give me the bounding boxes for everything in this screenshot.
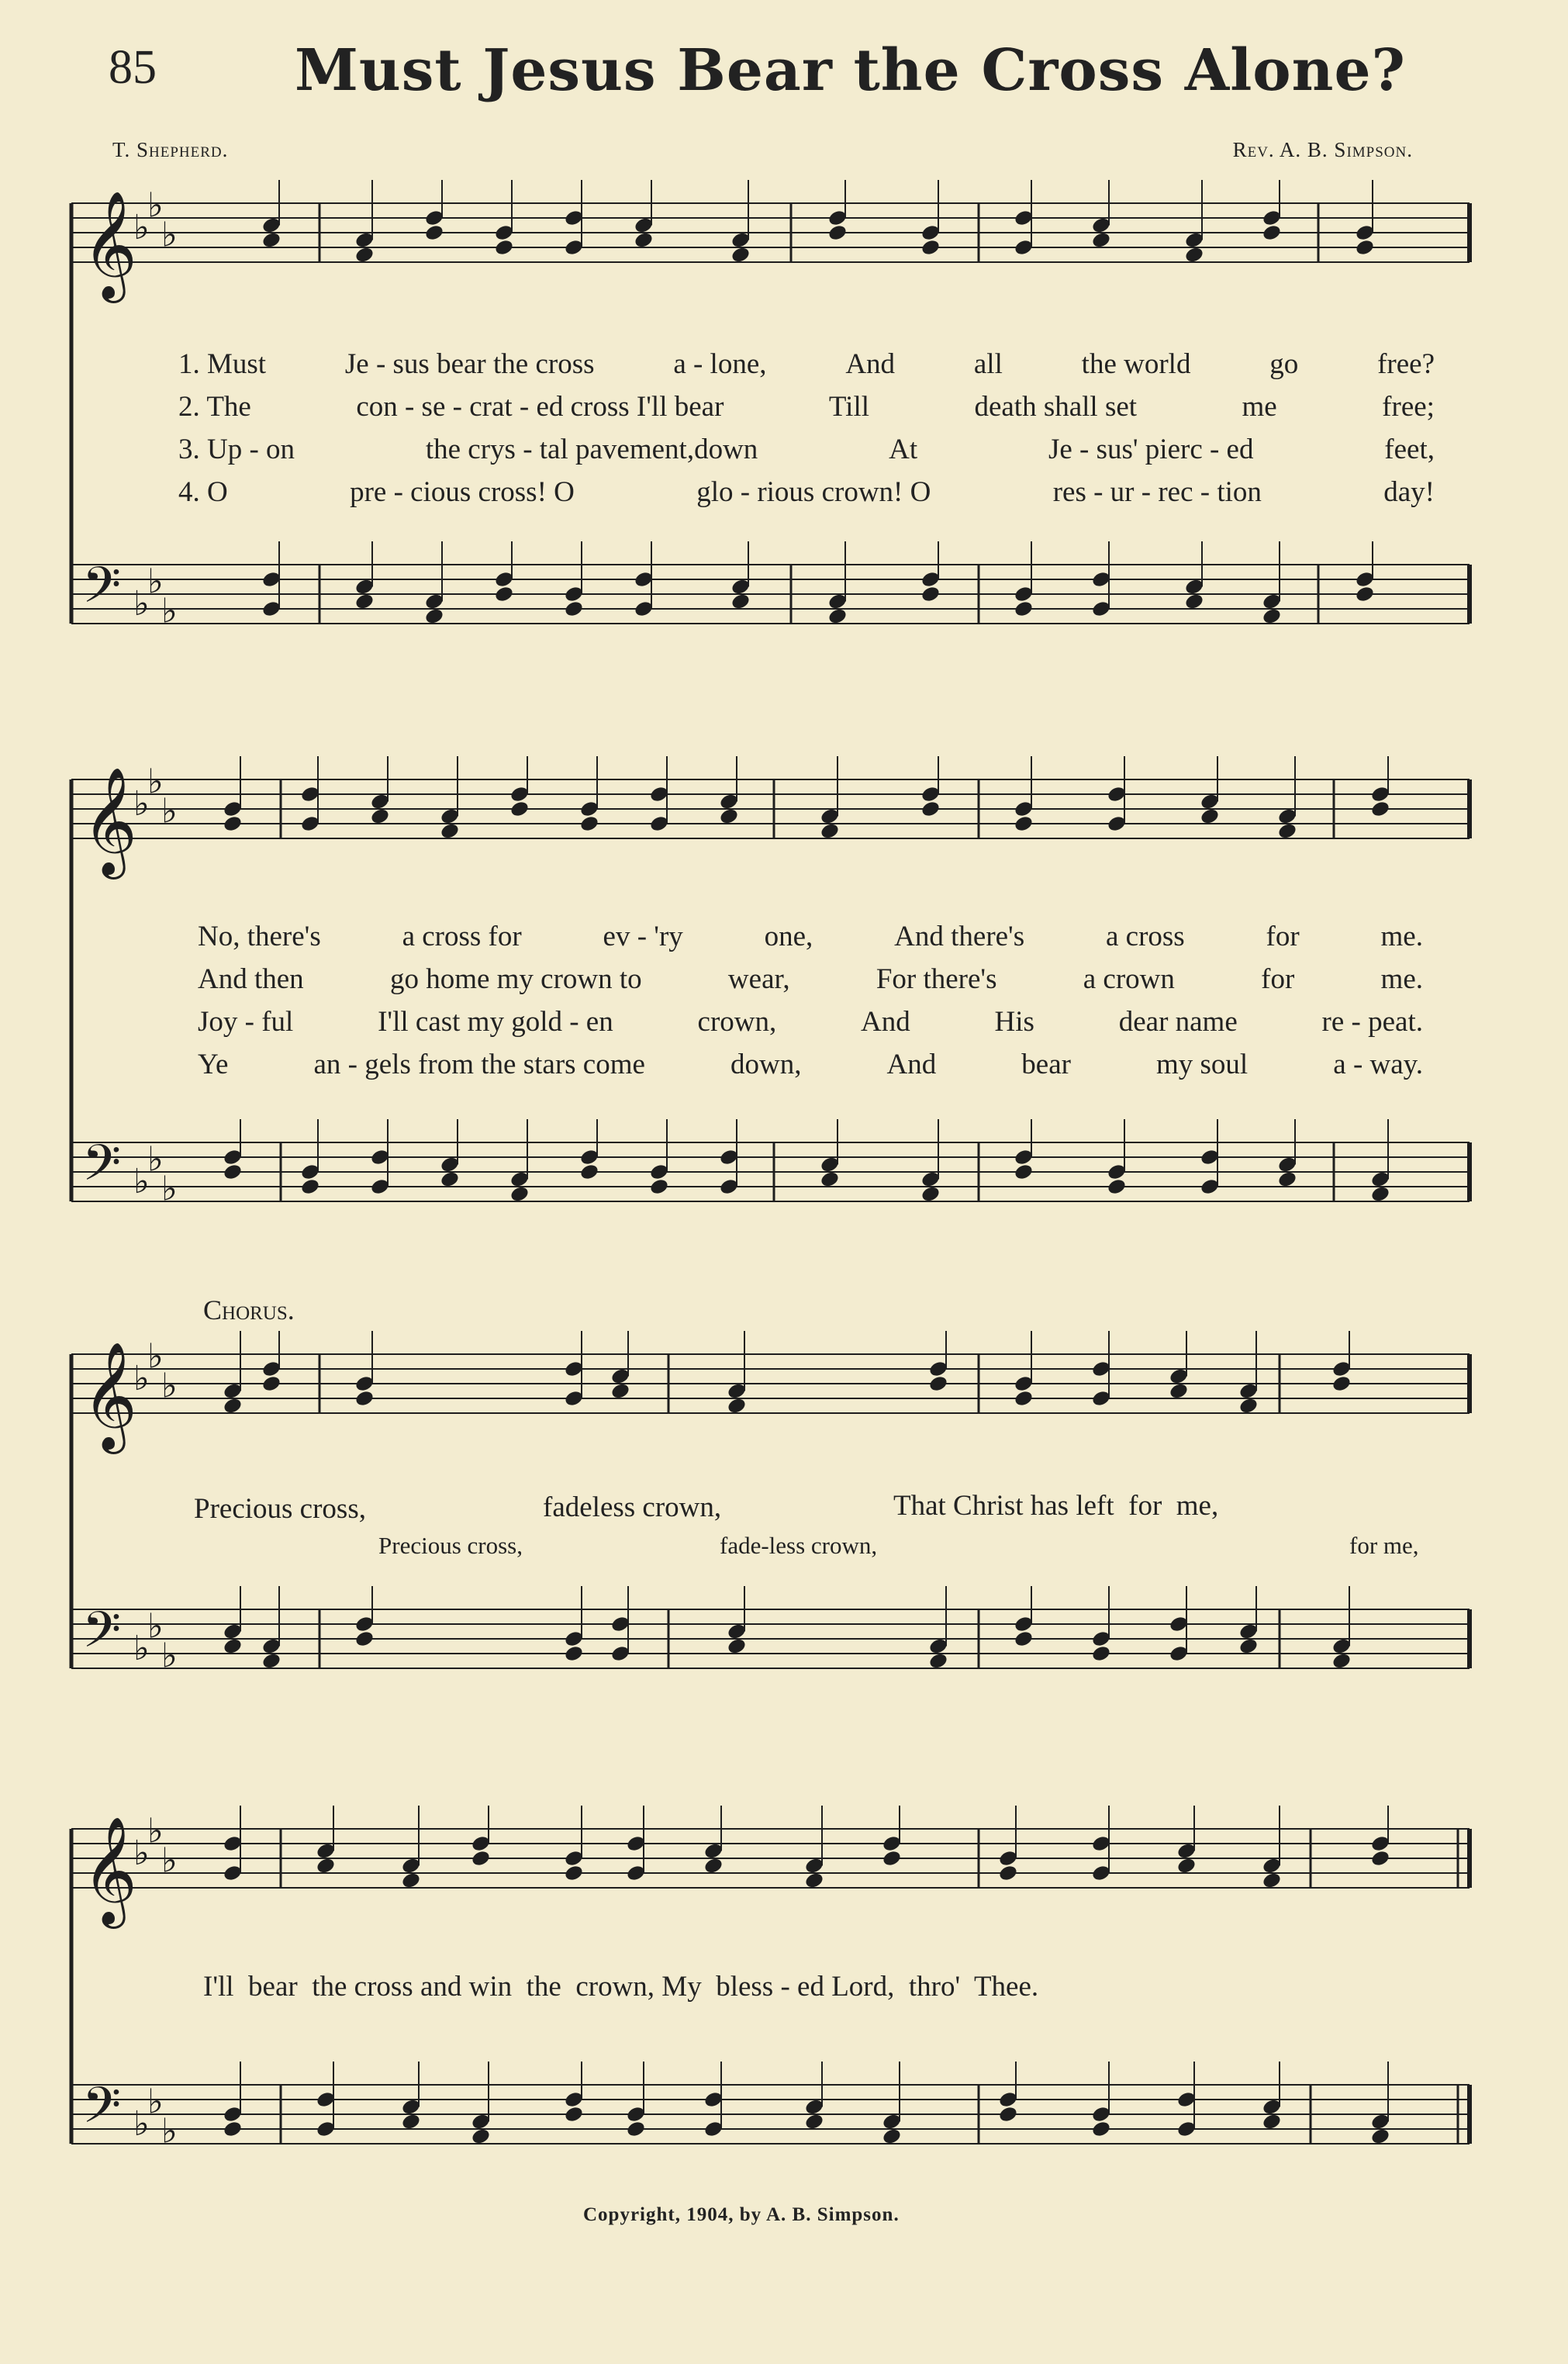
note-head bbox=[1014, 600, 1034, 618]
note-head bbox=[804, 1872, 825, 1890]
note-head bbox=[634, 231, 654, 250]
note-head bbox=[261, 1374, 282, 1393]
note-head bbox=[1262, 2113, 1283, 2131]
chorus-line-1-right: That Christ has left for me, bbox=[893, 1490, 1219, 1522]
note-head bbox=[424, 223, 445, 242]
note-head bbox=[804, 2113, 825, 2131]
note-head bbox=[1014, 1389, 1034, 1408]
note-head bbox=[727, 1397, 748, 1415]
note-head bbox=[1370, 2127, 1391, 2146]
bass-clef-icon: 𝄢 bbox=[82, 557, 122, 627]
note-head bbox=[928, 1652, 949, 1671]
note-head bbox=[1262, 607, 1283, 626]
note-head bbox=[579, 814, 600, 833]
chorus-line-1-left: Precious cross, bbox=[194, 1493, 366, 1525]
flat-sign: ♭ bbox=[133, 584, 150, 624]
flat-sign: ♭ bbox=[161, 215, 178, 255]
note-head bbox=[564, 1644, 585, 1663]
hymn-number: 85 bbox=[109, 41, 157, 94]
note-head bbox=[1184, 593, 1205, 611]
note-head bbox=[610, 1382, 631, 1401]
verse-2-line-1: 2. The con - se - crat - ed cross I'll bear Till death shall set me free; bbox=[178, 391, 1435, 423]
note-head bbox=[1355, 238, 1376, 257]
note-head bbox=[223, 1163, 243, 1181]
note-head bbox=[998, 2105, 1019, 2124]
note-head bbox=[1014, 1163, 1034, 1181]
flat-sign: ♭ bbox=[161, 1636, 178, 1676]
note-head bbox=[626, 2120, 647, 2138]
chorus-echo-3: for me, bbox=[1349, 1532, 1419, 1559]
note-head bbox=[1091, 2120, 1112, 2138]
note-head bbox=[579, 1163, 600, 1181]
flat-sign: ♭ bbox=[133, 784, 150, 824]
bass-clef-icon: 𝄢 bbox=[82, 1135, 122, 1204]
copyright-notice: Copyright, 1904, by A. B. Simpson. bbox=[583, 2204, 900, 2225]
verse-1-line-2: No, there's a cross for ev - 'ry one, And there's a cross for me. bbox=[198, 921, 1423, 952]
note-head bbox=[494, 238, 515, 257]
note-head bbox=[1262, 223, 1283, 242]
note-head bbox=[401, 1872, 422, 1890]
note-head bbox=[1262, 1872, 1283, 1890]
note-head bbox=[440, 1170, 461, 1189]
note-head bbox=[703, 1857, 724, 1875]
note-head bbox=[223, 2120, 243, 2138]
note-head bbox=[1014, 1630, 1034, 1648]
note-head bbox=[261, 231, 282, 250]
note-head bbox=[719, 807, 740, 826]
author-credit: Rev. A. B. Simpson. bbox=[1232, 138, 1413, 161]
note-head bbox=[920, 585, 941, 603]
note-head bbox=[354, 1389, 375, 1408]
note-head bbox=[1238, 1637, 1259, 1656]
note-head bbox=[223, 1397, 243, 1415]
flat-sign: ♭ bbox=[133, 1629, 150, 1668]
flat-sign: ♭ bbox=[147, 762, 164, 802]
note-head bbox=[471, 2127, 492, 2146]
flat-sign: ♭ bbox=[161, 1366, 178, 1406]
chorus-echo-1: Precious cross, bbox=[378, 1532, 523, 1559]
verse-2-line-2: And then go home my crown to wear, For there's a crown for me. bbox=[198, 963, 1423, 995]
note-head bbox=[1277, 1170, 1298, 1189]
chorus-label: Chorus. bbox=[203, 1294, 295, 1325]
verse-4-line-1: 4. O pre - cious cross! O glo - rious crown! O res - ur - rec - tion day! bbox=[178, 476, 1435, 508]
flat-sign: ♭ bbox=[161, 1169, 178, 1209]
note-head bbox=[1238, 1397, 1259, 1415]
note-head bbox=[1277, 822, 1298, 841]
note-head bbox=[509, 1185, 530, 1204]
flat-sign: ♭ bbox=[161, 591, 178, 631]
note-head bbox=[827, 607, 848, 626]
note-head bbox=[1331, 1374, 1352, 1393]
note-head bbox=[1176, 1857, 1197, 1875]
note-head bbox=[998, 1864, 1019, 1882]
bass-clef-icon: 𝄢 bbox=[82, 1602, 122, 1671]
flat-sign: ♭ bbox=[133, 1833, 150, 1873]
note-head bbox=[727, 1637, 748, 1656]
note-head bbox=[354, 593, 375, 611]
note-head bbox=[564, 600, 585, 618]
note-head bbox=[401, 2113, 422, 2131]
flat-sign: ♭ bbox=[161, 791, 178, 831]
verse-3-line-2: Joy - ful I'll cast my gold - en crown, And His dear name re - peat. bbox=[198, 1006, 1423, 1038]
note-head bbox=[509, 800, 530, 818]
note-head bbox=[354, 1630, 375, 1648]
note-head bbox=[882, 2127, 903, 2146]
note-head bbox=[261, 1652, 282, 1671]
note-head bbox=[1370, 1185, 1391, 1204]
flat-sign: ♭ bbox=[147, 2082, 164, 2122]
flat-sign: ♭ bbox=[133, 2104, 150, 2144]
verse-3-line-1: 3. Up - on the crys - tal pavement,down At Je - sus' pierc - ed feet, bbox=[178, 434, 1435, 465]
note-head bbox=[354, 246, 375, 264]
treble-clef-icon: 𝄞 bbox=[82, 1816, 137, 1924]
hymn-title: Must Jesus Bear the Cross Alone? bbox=[295, 37, 1406, 104]
note-head bbox=[440, 822, 461, 841]
flat-sign: ♭ bbox=[161, 2111, 178, 2151]
note-head bbox=[1184, 246, 1205, 264]
note-head bbox=[920, 238, 941, 257]
note-head bbox=[920, 800, 941, 818]
flat-sign: ♭ bbox=[147, 562, 164, 602]
chorus-echo-2: fade-less crown, bbox=[720, 1532, 878, 1559]
note-head bbox=[1370, 800, 1391, 818]
note-head bbox=[820, 822, 841, 841]
note-head bbox=[1107, 1177, 1128, 1196]
note-head bbox=[1355, 585, 1376, 603]
note-head bbox=[928, 1374, 949, 1393]
note-head bbox=[649, 1177, 670, 1196]
note-head bbox=[730, 246, 751, 264]
note-head bbox=[827, 223, 848, 242]
note-head bbox=[920, 1185, 941, 1204]
note-head bbox=[1091, 1644, 1112, 1663]
flat-sign: ♭ bbox=[133, 1359, 150, 1398]
note-head bbox=[564, 2105, 585, 2124]
flat-sign: ♭ bbox=[147, 1139, 164, 1180]
chorus-line-1-mid: fadeless crown, bbox=[543, 1491, 722, 1523]
note-head bbox=[1091, 231, 1112, 250]
chorus-line-2: I'll bear the cross and win the crown, My bless - ed Lord, thro' Thee. bbox=[203, 1971, 1039, 2003]
note-head bbox=[730, 593, 751, 611]
note-head bbox=[223, 814, 243, 833]
composer-credit: T. Shepherd. bbox=[112, 138, 229, 161]
treble-clef-icon: 𝄞 bbox=[82, 1342, 137, 1450]
flat-sign: ♭ bbox=[161, 1840, 178, 1881]
note-head bbox=[471, 1849, 492, 1868]
note-head bbox=[1014, 814, 1034, 833]
note-head bbox=[494, 585, 515, 603]
verse-4-line-2: Ye an - gels from the stars come down, And bear my soul a - way. bbox=[198, 1049, 1423, 1080]
flat-sign: ♭ bbox=[133, 208, 150, 247]
note-head bbox=[1331, 1652, 1352, 1671]
note-head bbox=[370, 807, 391, 826]
bass-clef-icon: 𝄢 bbox=[82, 2077, 122, 2147]
note-head bbox=[316, 1857, 337, 1875]
treble-clef-icon: 𝄞 bbox=[82, 767, 137, 875]
note-head bbox=[223, 1637, 243, 1656]
flat-sign: ♭ bbox=[147, 185, 164, 226]
note-head bbox=[300, 1177, 321, 1196]
note-head bbox=[564, 1864, 585, 1882]
treble-clef-icon: 𝄞 bbox=[82, 191, 137, 299]
flat-sign: ♭ bbox=[133, 1162, 150, 1201]
note-head bbox=[1370, 1849, 1391, 1868]
verse-1-line-1: 1. Must Je - sus bear the cross a - lone, And all the world go free? bbox=[178, 348, 1435, 380]
flat-sign: ♭ bbox=[147, 1336, 164, 1377]
note-head bbox=[1200, 807, 1221, 826]
note-head bbox=[424, 607, 445, 626]
note-head bbox=[1169, 1382, 1190, 1401]
note-head bbox=[820, 1170, 841, 1189]
flat-sign: ♭ bbox=[147, 1606, 164, 1647]
note-head bbox=[882, 1849, 903, 1868]
flat-sign: ♭ bbox=[147, 1811, 164, 1851]
